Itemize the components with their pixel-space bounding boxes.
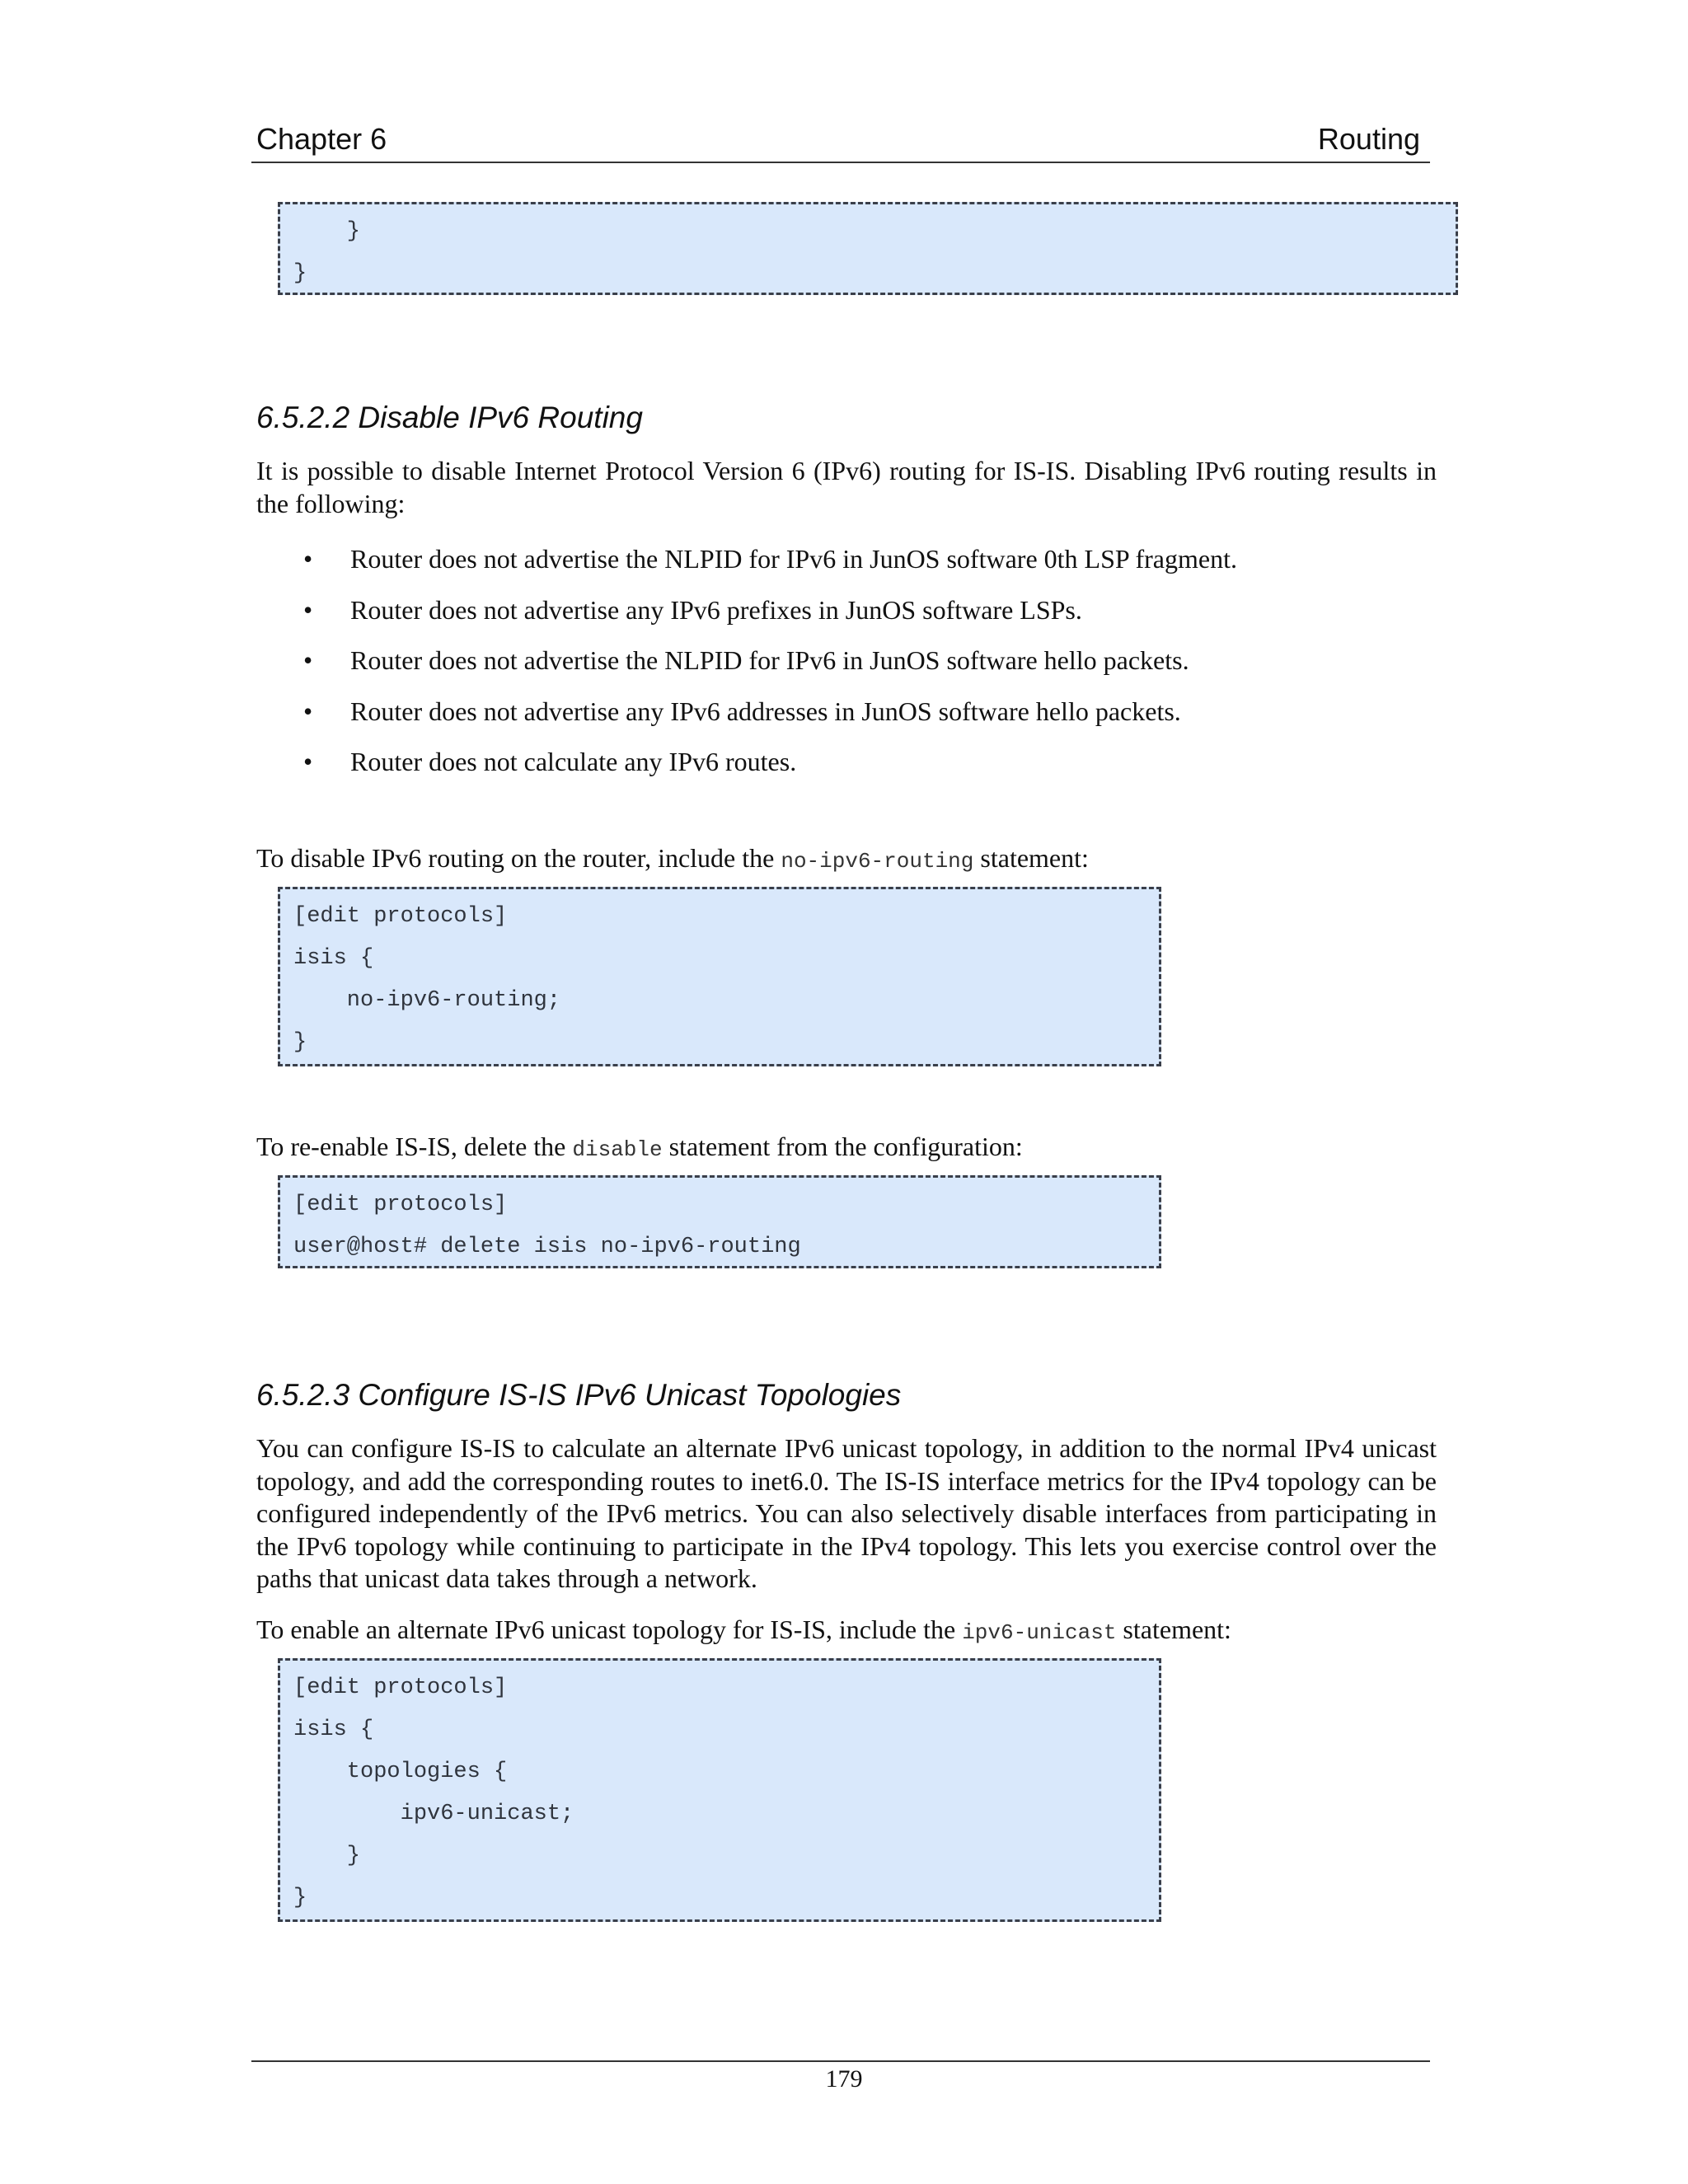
list-item-text: Router does not advertise the NLPID for IPv6 in JunOS software 0th LSP fragment. <box>350 544 1237 574</box>
list-item <box>256 687 1237 738</box>
code-line: isis { <box>293 946 374 971</box>
code-line: [edit protocols] <box>293 1675 508 1700</box>
code-block-continuation <box>278 202 1458 295</box>
code-line: } <box>293 261 307 286</box>
code-block-reenable <box>278 1175 1161 1268</box>
topology-paragraph: You can configure IS-IS to calculate an alternate IPv6 unicast topology, in addition to the normal IPv4 unicast topology, and add the corresponding routes to inet6.0. The IS-IS interface metrics for the IPv4 topology can be configured independently of the IPv6 metrics. You can also selectively disable interfaces from participating in the IPv6 topology while continuing to participate in the IPv4 topology. This lets you exercise control over the paths that unicast data takes through a network. <box>256 1433 1437 1593</box>
instruction-text: To enable an alternate IPv6 unicast topology for IS-IS, include the <box>256 1615 963 1644</box>
chapter-label: Chapter 6 <box>256 122 387 156</box>
list-item <box>256 737 1237 788</box>
intro-paragraph: It is possible to disable Internet Protocol Version 6 (IPv6) routing for IS-IS. Disabling IPv6 routing results in the following: <box>256 456 1437 518</box>
list-item <box>256 585 1237 636</box>
enable-instruction <box>256 1614 1437 1650</box>
instruction-text: statement: <box>973 843 1089 873</box>
code-line: } <box>293 1886 307 1910</box>
code-block-disable <box>278 887 1161 1066</box>
consequence-list <box>256 534 1237 788</box>
inline-code: disable <box>572 1137 663 1162</box>
code-line: ipv6-unicast; <box>293 1802 574 1826</box>
list-item-text: Router does not advertise any IPv6 prefixes in JunOS software LSPs. <box>350 594 1082 625</box>
bullet-marker: • <box>303 645 313 675</box>
instruction-text: statement: <box>1116 1615 1231 1644</box>
bullet-marker: • <box>303 696 313 726</box>
code-block-enable <box>278 1658 1161 1922</box>
instruction-text: statement from the configuration: <box>662 1132 1023 1161</box>
section-heading-disable-ipv6-routing: 6.5.2.2 Disable IPv6 Routing <box>256 401 643 434</box>
section-heading-ipv6-unicast-topologies: 6.5.2.3 Configure IS-IS IPv6 Unicast Topologies <box>256 1378 902 1412</box>
code-line: } <box>293 219 361 244</box>
disable-instruction <box>256 842 1437 879</box>
code-line: isis { <box>293 1718 374 1742</box>
code-line: } <box>293 1844 361 1868</box>
footer-divider <box>251 2060 1430 2062</box>
list-item-text: Router does not calculate any IPv6 routes. <box>350 747 797 776</box>
code-line: [edit protocols] <box>293 1193 508 1217</box>
code-line: user@host# delete isis no-ipv6-routing <box>293 1235 801 1259</box>
code-line: topologies { <box>293 1760 508 1784</box>
code-line: no-ipv6-routing; <box>293 988 561 1013</box>
code-line: [edit protocols] <box>293 904 508 929</box>
instruction-text: To re-enable IS-IS, delete the <box>256 1132 573 1161</box>
inline-code: ipv6-unicast <box>962 1620 1117 1645</box>
bullet-marker: • <box>303 544 313 574</box>
bullet-marker: • <box>303 747 313 776</box>
page-number: 179 <box>825 2065 863 2093</box>
list-item-text: Router does not advertise the NLPID for IPv6 in JunOS software hello packets. <box>350 645 1189 675</box>
chapter-title: Routing <box>1317 122 1420 156</box>
list-item <box>256 534 1237 585</box>
reenable-instruction <box>256 1131 1437 1167</box>
list-item <box>256 635 1237 687</box>
running-header <box>251 120 1430 163</box>
instruction-text: To disable IPv6 routing on the router, include the <box>256 843 781 873</box>
inline-code: no-ipv6-routing <box>781 849 974 874</box>
code-line: } <box>293 1030 307 1055</box>
bullet-marker: • <box>303 594 313 625</box>
list-item-text: Router does not advertise any IPv6 addresses in JunOS software hello packets. <box>350 696 1181 726</box>
